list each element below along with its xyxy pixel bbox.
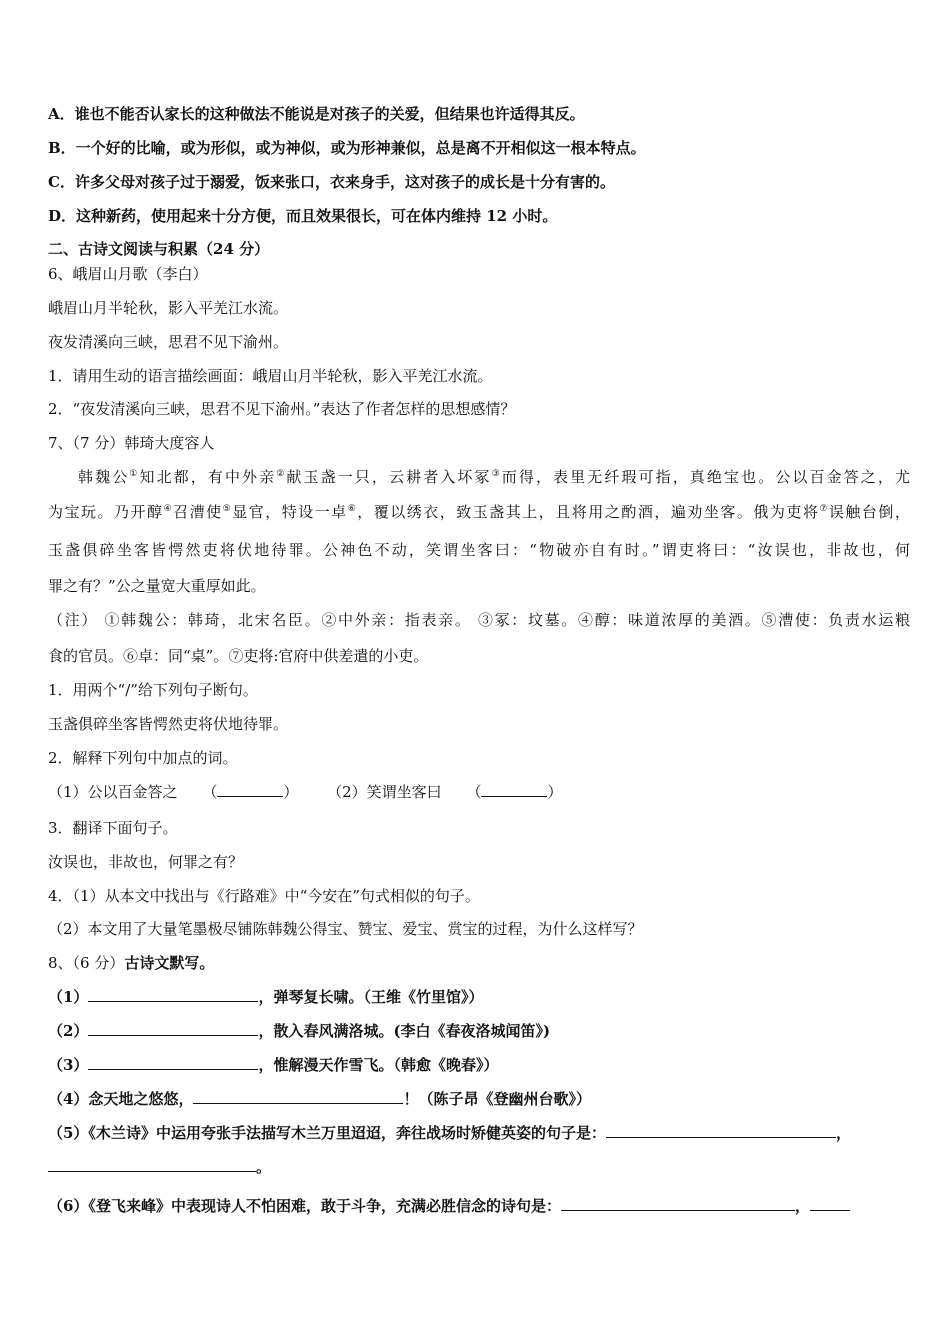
answer-blank-8-6b[interactable] xyxy=(810,1196,850,1211)
answer-blank-7-2-2[interactable] xyxy=(481,782,547,797)
q7-passage-line4: 罪之有？”公之量宽大重厚如此。 xyxy=(48,577,266,595)
q8-line6: （6）《登飞来峰》中表现诗人不怕困难，敢于斗争，充满必胜信念的诗句是： ， xyxy=(48,1195,910,1217)
answer-blank-8-5b[interactable] xyxy=(48,1157,256,1172)
q7-sub1-text: 玉盏俱碎坐客皆愕然吏将伏地待罪。 xyxy=(48,715,289,733)
q7-sub4-2: （2）本文用了大量笔墨极尽铺陈韩魏公得宝、赞宝、爱宝、赏宝的过程，为什么这样写？ xyxy=(48,920,643,938)
q7-sub3: 3．翻译下面句子。 xyxy=(48,819,178,837)
answer-blank-8-4[interactable] xyxy=(193,1089,403,1104)
q7-sub2-a: （1）公以百金答之 xyxy=(48,783,178,801)
q7-sub3-text: 汝误也，非故也，何罪之有？ xyxy=(48,853,244,871)
q6-sub2: 2．“夜发清溪向三峡，思君不见下渝州。”表达了作者怎样的思想感情？ xyxy=(48,400,516,418)
q7-notes-line1: （注） ①韩魏公：韩琦，北宋名臣。②中外亲：指表亲。 ③冢：坟墓。④醇：味道浓厚的美酒。⑤漕使：负责水运粮 xyxy=(48,611,910,629)
q8-line3: （3） ，惟解漫天作雪飞。（韩愈《晚春》） xyxy=(48,1056,499,1074)
option-c: C．许多父母对孩子过于溺爱，饭来张口，衣来身手，这对孩子的成长是十分有害的。 xyxy=(48,173,615,191)
q8-line5-cont: 。 xyxy=(48,1156,910,1178)
q7-passage-line1: 韩魏公①知北都，有中外亲②献玉盏一只，云耕者入坏冢③而得，表里无纤瑕可指，真绝宝也。公以百金答之，尤 xyxy=(78,468,910,486)
answer-blank-8-3[interactable] xyxy=(88,1055,258,1070)
option-d: D．这种新药，使用起来十分方便，而且效果很长，可在体内维持 12 小时。 xyxy=(48,207,558,225)
q7-passage-line3: 玉盏俱碎坐客皆愕然吏将伏地待罪。公神色不动，笑谓坐客曰：“物破亦自有时。”谓吏将曰：“汝误也，非故也，何 xyxy=(48,541,910,559)
answer-blank-7-2-1[interactable] xyxy=(217,782,283,797)
answer-blank-8-6a[interactable] xyxy=(561,1196,795,1211)
option-a: A．谁也不能否认家长的这种做法不能说是对孩子的关爱，但结果也许适得其反。 xyxy=(48,105,585,123)
q7-sub2-items: （1）公以百金答之 （ ） （2）笑谓坐客曰 （ ） xyxy=(48,783,563,801)
q8-line5: （5）《木兰诗》中运用夸张手法描写木兰万里迢迢，奔往战场时矫健英姿的句子是： ， xyxy=(48,1124,851,1142)
q6-sub1: 1．请用生动的语言描绘画面：峨眉山月半轮秋，影入平羌江水流。 xyxy=(48,367,493,385)
q6-poem-line2: 夜发清溪向三峡，思君不见下渝州。 xyxy=(48,333,289,351)
q7-sub4-1: 4．（1）从本文中找出与《行路难》中“今安在”句式相似的句子。 xyxy=(48,887,480,905)
q6-poem-line1: 峨眉山月半轮秋，影入平羌江水流。 xyxy=(48,299,289,317)
q6-title: 6、峨眉山月歌（李白） xyxy=(48,265,208,283)
q8-line1: （1） ，弹琴复长啸。（王维《竹里馆》） xyxy=(48,988,484,1006)
option-b: B．一个好的比喻，或为形似，或为神似，或为形神兼似，总是离不开相似这一根本特点。 xyxy=(48,139,646,157)
q7-title: 7、（7 分）韩琦大度容人 xyxy=(48,434,215,452)
answer-blank-8-5a[interactable] xyxy=(606,1123,836,1138)
answer-blank-8-1[interactable] xyxy=(88,987,258,1002)
answer-blank-8-2[interactable] xyxy=(88,1021,258,1036)
q8-line4: （4）念天地之悠悠， ！（陈子昂《登幽州台歌》） xyxy=(48,1090,591,1108)
q8-title: 8、（6 分）古诗文默写。 xyxy=(48,954,215,972)
q7-notes-line2: 食的官员。⑥卓：同“桌”。⑦吏将:官府中供差遣的小吏。 xyxy=(48,647,429,665)
q7-passage-line2: 为宝玩。乃开醇④召漕使⑤显官，特设一卓⑥，覆以绣衣，致玉盏其上，且将用之酌酒，遍劝坐客。俄为吏将⑦误触台倒， xyxy=(48,503,910,521)
q7-sub1: 1．用两个“/”给下列句子断句。 xyxy=(48,681,258,699)
q7-sub2: 2．解释下列句中加点的词。 xyxy=(48,749,238,767)
section-heading: 二、古诗文阅读与积累（24 分） xyxy=(48,240,270,258)
q7-sub2-b: （2）笑谓坐客曰 xyxy=(327,783,442,801)
q8-line2: （2） ，散入春风满洛城。(李白《春夜洛城闻笛》) xyxy=(48,1022,551,1040)
